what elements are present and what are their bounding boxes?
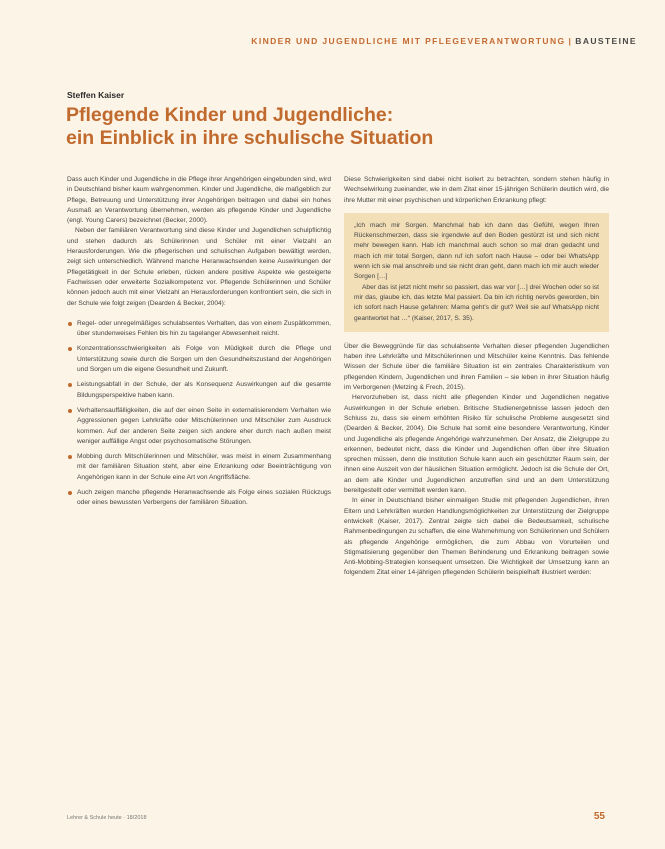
bullet-icon: [68, 455, 72, 459]
right-column: [344, 175, 609, 579]
running-header: [251, 36, 637, 46]
journal-footer: Lehrer & Schule heute · 18/2018: [67, 815, 147, 821]
list-item: [67, 452, 331, 483]
bullet-icon: [68, 322, 72, 326]
title-line-1: Pflegende Kinder und Jugendliche:: [66, 104, 394, 126]
list-item-text: Regel- oder unregelmäßiges schulabsentes Verhalten, das von einem Zuspätkommen, über stundenweises Fehlen bis hin zu tagelanger Abwesenheit reicht.: [77, 319, 331, 338]
quote-box: [344, 213, 609, 332]
author-name: Steffen Kaiser: [67, 90, 125, 100]
header-series: KINDER UND JUGENDLICHE MIT PFLEGEVERANTWORTUNG: [251, 36, 566, 46]
right-intro: Diese Schwierigkeiten sind dabei nicht isoliert zu betrachten, sondern stehen häufig in Wechselwirkung zueinander, wie in dem Zitat einer 15-jährigen Schülerin deutlich wird, die ihre Mutter mit einer psychischen und körperlichen Erkrankung pflegt:: [344, 176, 609, 204]
list-item-text: Verhaltensauffälligkeiten, die auf der einen Seite in externalisierendem Verhalten wie Aggressionen gegen Lehrkräfte oder Mitschülerinnen und Mitschüler zum Ausdruck kommen. Auf der anderen Seite zeigen sich andere eher durch nach außen meist weniger auffällige Angst oder psychosomatische Störungen.: [77, 406, 331, 445]
list-item: [67, 406, 331, 447]
left-paragraph-1: Dass auch Kinder und Jugendliche in die Pflege ihrer Angehörigen eingebunden sind, wird in Deutschland bisher kaum wahrgenommen. Kinder und Jugendliche, die maßgeblich zur Pflege, Betreuung und Unterstützung ihrer Angehörigen beitragen und dabei ein hohes Ausmaß an Verantwortung übernehmen, werden als pflegende Kinder und Jugendliche (engl. Young Carers) bezeichnet (Becker, 2000).: [67, 176, 331, 225]
left-paragraph-2: Neben der familiären Verantwortung sind diese Kinder und Jugendlichen schulpflichtig und stehen dadurch als Schülerinnen und Schüler mit einer Vielzahl an Herausforderungen. Wie die pflegerischen und schulischen Aufgaben bewältigt werden, zeigt sich unterschiedlich. Während manche Heranwachsenden keine Auswirkungen der Pflegetätigkeit in der Schule erleben, rücken andere positive Aspekte wie gesteigerte Fachwissen oder erweiterte Sozialkompetenz vor. Pflegende Schülerinnen und Schüler können jedoch auch mit einer Vielzahl an Herausforderungen konfrontiert sein, die sich in der Schule wie folgt zeigen (Dearden & Becker, 2004):: [67, 227, 331, 307]
list-item: [67, 319, 331, 340]
header-separator: |: [568, 36, 573, 46]
list-item-text: Konzentrationsschwierigkeiten als Folge von Müdigkeit durch die Pflege und Unterstützung sowie durch die Sorgen um den Gesundheitszustand der Angehörigen und Sorgen um die eigene Gesundheit und Zukunft.: [77, 345, 331, 374]
bullet-icon: [68, 491, 72, 495]
title-line-2: ein Einblick in ihre schulische Situation: [66, 127, 434, 149]
right-paragraph-3: In einer in Deutschland bisher einmaligen Studie mit pflegenden Jugendlichen, ihren Eltern und Lehrkräften wurden Handlungsmöglichkeiten zur Unterstützung der Zielgruppe entwickelt (Kaiser, 2017). Zentral zeigte sich dabei die Bedeutsamkeit, schulische Rahmenbedingungen zu schaffen, die eine Wahrnehmung von Schülerinnen und Schülern als pflegende Angehörige ermöglichen, die zum Abbau von Vorurteilen und Stigmatisierung gegenüber den Themen Behinderung und Erkrankung beitragen sowie Anti-Mobbing-Strategien konsequent umsetzen. Die Wichtigkeit der Umsetzung kann an folgendem Zitat einer 14-jährigen pflegenden Schülerin beispielhaft illustriert werden:: [344, 497, 609, 577]
bullet-icon: [68, 383, 72, 387]
quote-text-2: Aber das ist jetzt nicht mehr so passiert, das war vor […] drei Wochen oder so ist mir das, glaube ich, das letzte Mal passiert. Da bin ich richtig nervös geworden, bin ich sofort nach Hause gefahren: Mama geht's dir gut? Weil sie auf WhatsApp nicht geantwortet hat …“ (Kaiser, 2017, S. 35).: [354, 283, 599, 322]
list-item: [67, 344, 331, 375]
bullet-icon: [68, 409, 72, 413]
article-title: [66, 104, 486, 150]
challenge-list: [67, 319, 331, 509]
page-number: 55: [593, 811, 605, 822]
header-section: BAUSTEINE: [575, 36, 637, 46]
right-paragraph-2: Hervorzuheben ist, dass nicht alle pflegenden Kinder und Jugendlichen negative Auswirkungen in der Schule erleben. Britische Studienergebnisse lassen jedoch den Schluss zu, dass sie einem erhöhten Risiko für schulische Probleme ausgesetzt sind (Dearden & Becker, 2004). Die Schule hat somit eine besondere Verantwortung, Kinder und Jugendliche als pflegende Angehörige wahrzunehmen. Der Ansatz, die Zielgruppe zu erkennen, bedeutet nicht, dass die Kinder und Jugendlichen offen über ihre Situation sprechen müssen, denn die Institution Schule kann auch ein geschützter Raum sein, der ihnen eine Auszeit von der häuslichen Situation ermöglicht. Jedoch ist die Schule der Ort, an dem alle Kinder und Jugendlichen anzutreffen sind und an dem Unterstützung bereitgestellt oder vermittelt werden kann.: [344, 394, 609, 495]
left-column: [67, 175, 331, 514]
list-item: [67, 488, 331, 509]
list-item: [67, 380, 331, 401]
list-item-text: Leistungsabfall in der Schule, der als Konsequenz Auswirkungen auf die gesamte Bildungsperspektive haben kann.: [77, 381, 331, 399]
list-item-text: Auch zeigen manche pflegende Heranwachsende als Folge eines sozialen Rückzugs oder eines bewussten Verbergens der familiären Situation.: [77, 489, 331, 507]
quote-text-1: „Ich mach mir Sorgen. Manchmal hab ich dann das Gefühl, wegen Ihren Rückenschmerzen, dass sie irgendwie auf den Boden gestürzt ist und sich nicht mehr bewegen kann. Hab ich manchmal auch schon so mal dran gedacht und mach ich mir total Sorgen, dann ruf ich sofort nach Hause – oder bei WhatsApp wenn ich sie mal anschreib und sie nicht dran geht, dann mach ich mir auch wieder Sorgen […]: [354, 221, 599, 281]
right-paragraph-1: Über die Beweggründe für das schulabsente Verhalten dieser pflegenden Jugendlichen haben ihre Lehrkräfte und Mitschülerinnen und Mitschüler keine Kenntnis. Das fehlende Wissen der Schule über die familiäre Situation ist ein zentrales Charakteristikum von pflegenden Kindern, Jugendlichen und ihren Familien – sie leben in ihrer Situation häufig im Verborgenen (Metzing & Frech, 2015).: [344, 342, 609, 392]
bullet-icon: [68, 347, 72, 351]
list-item-text: Mobbing durch Mitschülerinnen und Mitschüler, was meist in einem Zusammenhang mit der familiären Situation steht, aber eine Erkrankung oder Beeinträchtigung von Angehörigen kann in der Schule eine Art von Angriffsfläche.: [77, 453, 331, 481]
